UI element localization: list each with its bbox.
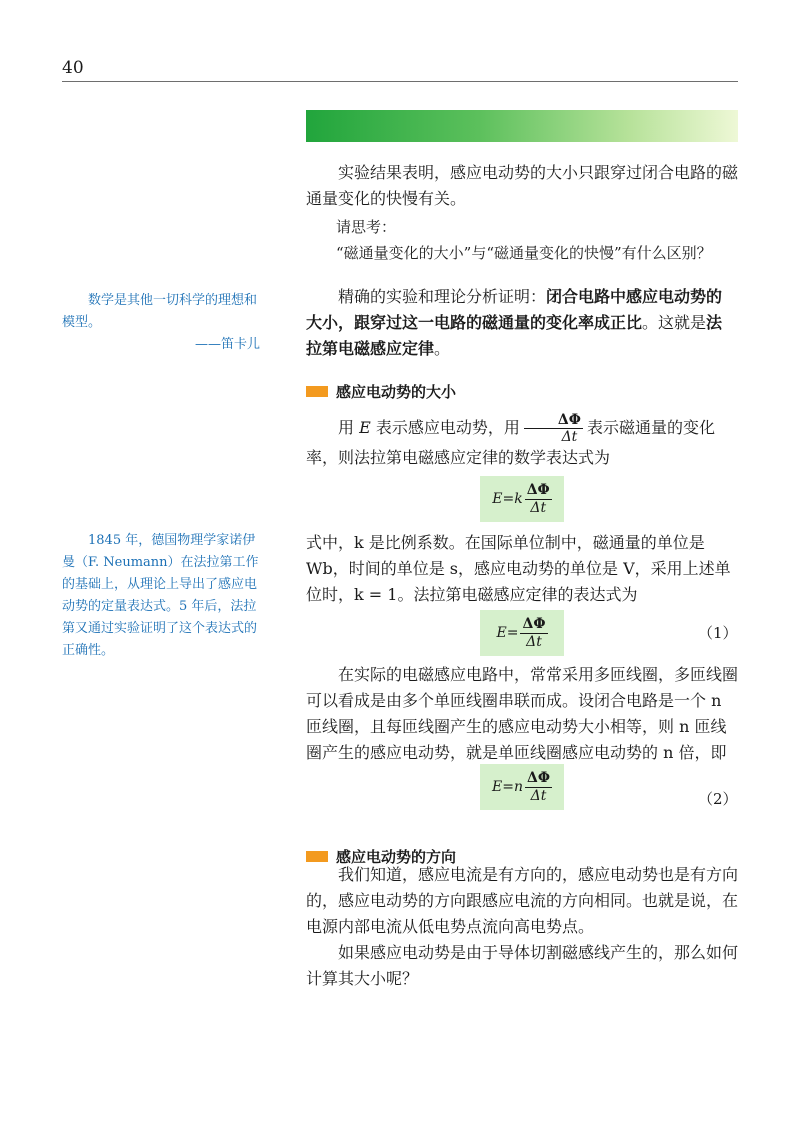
p2-normal: 精确的实验和理论分析证明： [338,287,547,306]
side-note-history: 1845 年，德国物理学家诺伊曼（F. Neumann）在法拉第工作的基础上，从理论上导出了感应电动势的定量表达式。5 年后，法拉第又通过实验证明了这个表达式的正确性。 [62,533,259,658]
heading-magnitude [306,381,738,402]
section-banner [306,110,738,142]
flux-rate-fraction: $\frac{\Delta\Phi}{\Delta t}$ [524,412,583,445]
paragraph-5: 在实际的电磁感应电路中，常常采用多匝线圈，多匝线圈可以看成是由多个单匝线圈串联而成。设闭合电路是一个 n 匝线圈，且每匝线圈产生的感应电动势大小相等，则 n 匝线圈产生的感应电动势，就是单匝线圈感应电动势的 n 倍，即 [306,665,739,762]
paragraph-6: 我们知道，感应电流是有方向的，感应电动势也是有方向的，感应电动势的方向跟感应电流的方向相同。也就是说，在电源内部电流从低电势点流向高电势点。 如果感应电动势是由于导体切割磁感线产生的，那么如何计算其大小呢？ [306,862,738,992]
paragraph-intro [306,160,738,266]
formula-3: E = n $\frac{\Delta\Phi}{\Delta t}$ [480,764,564,810]
heading-2-text: 感应电动势的方向 [336,848,457,866]
equation-number-1: （1） [698,624,738,642]
faraday-law-term: 法拉第电磁感应定律 [306,313,723,358]
paragraph-2 [306,284,738,362]
think-label: 请思考： [336,218,397,236]
equation-number-2: （2） [698,790,738,808]
paragraph-3: 用 E 表示感应电动势，用 $\frac{\Delta\Phi}{\Delta t}$ 表示磁通量的变化率，则法拉第电磁感应定律的数学表达式为 [306,412,715,467]
heading-1-text: 感应电动势的大小 [336,383,457,401]
heading-marker [306,386,328,397]
page-number: 40 [62,58,84,78]
p2-bold: 闭合电路中感应电动势的大小，跟穿过这一电路的磁通量的变化率成正比 [306,287,723,332]
paragraph-1: 实验结果表明，感应电动势的大小只跟穿过闭合电路的磁通量变化的快慢有关。 [306,163,739,208]
formula-1: E = k $\frac{\Delta\Phi}{\Delta t}$ [480,476,564,522]
think-question: “磁通量变化的大小”与“磁通量变化的快慢”有什么区别？ [336,244,712,262]
side-note-quote [62,290,260,356]
paragraph-4: 式中，k 是比例系数。在国际单位制中，磁通量的单位是 Wb，时间的单位是 s，感应电动势的单位是 V，采用上述单位时，k = 1。法拉第电磁感应定律的表达式为 [306,533,731,604]
header-rule [62,81,738,82]
p2-mid: 。这就是 [642,313,707,332]
formula-2: E = $\frac{\Delta\Phi}{\Delta t}$ [480,610,564,656]
p2-end: 。 [434,339,451,358]
side-quote-author: ——笛卡儿 [194,337,260,352]
side-quote-text: 数学是其他一切科学的理想和模型。 [62,293,258,330]
heading-marker [306,851,328,862]
paragraph-7: 如果感应电动势是由于导体切割磁感线产生的，那么如何计算其大小呢？ [306,943,739,988]
